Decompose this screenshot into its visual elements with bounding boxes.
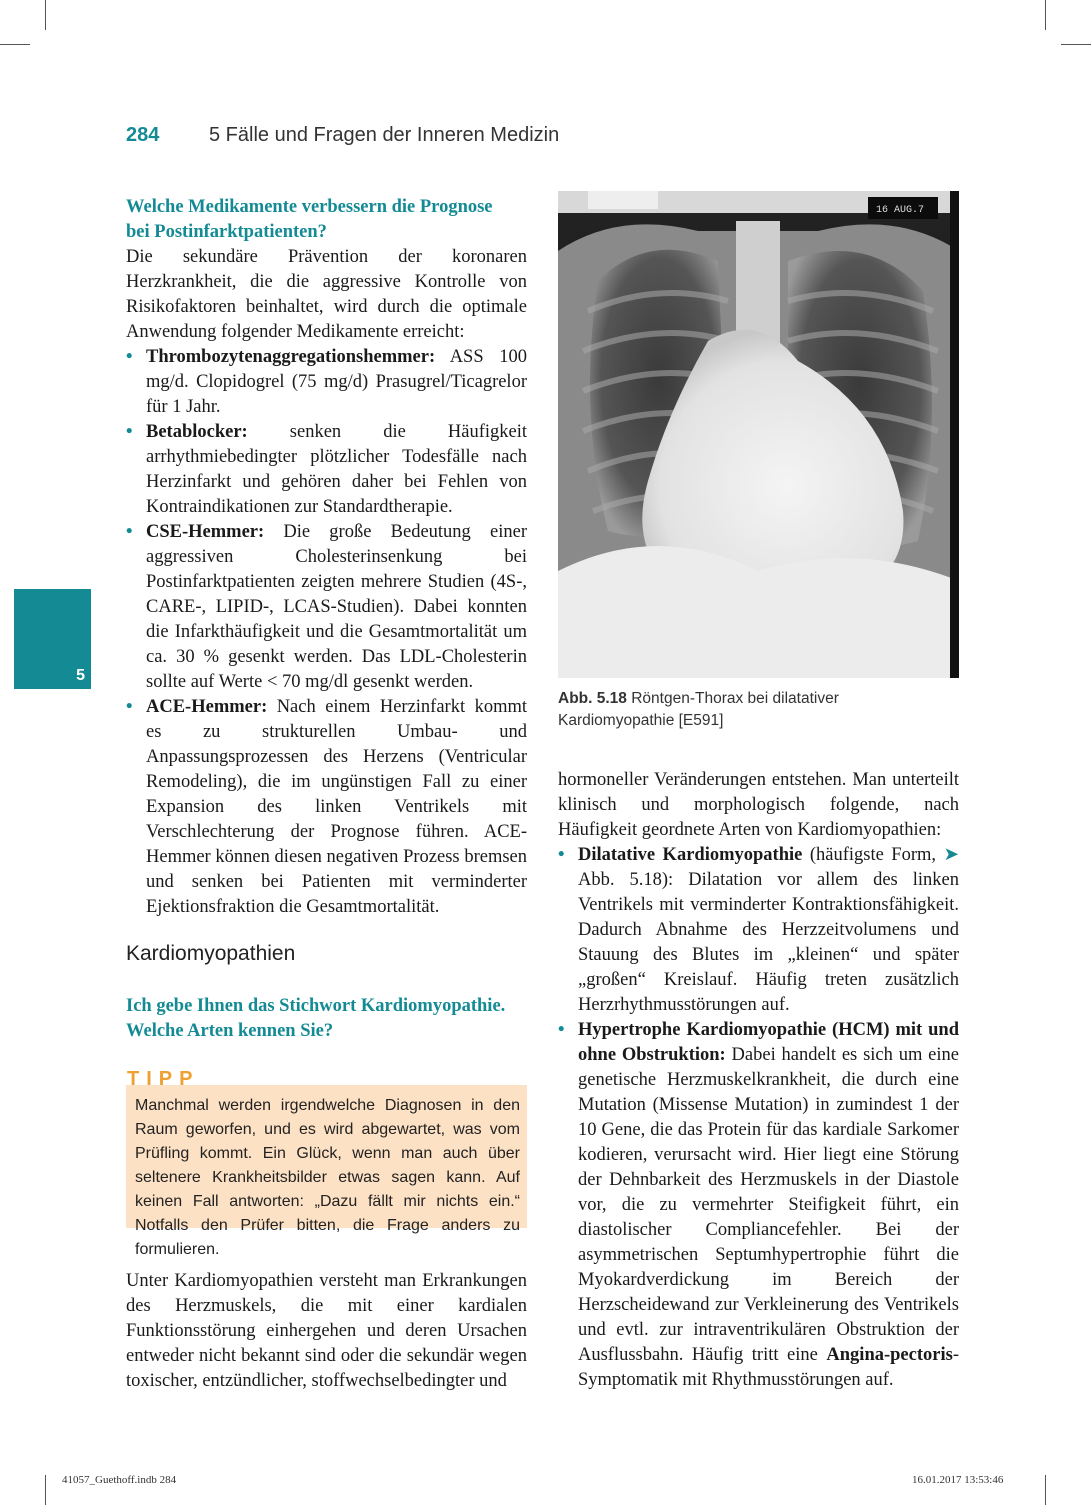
crop-mark [1061, 44, 1091, 45]
list-item: • Hypertrophe Kardiomyopathie (HCM) mit und ohne Obstruktion: Dabei handelt es sich um eine genetische Herzmuskelkrankheit, die durch eine Mutation (Missense Mutation) in zumindest 1 der 10 Gene, die das Protein für das kardiale Sarkomer kodieren, verursacht wird. Hier liegt eine Störung der Dehnbarkeit des Herzmuskels in der Diastole vor, die zu vermehrter Steifigkeit führt, ein diastolischer Compliancefehler. Bei der asymmetrischen Septumhypertrophie führt die Myokardverdickung im Bereich der Herzscheidewand zur Verkleinerung des Ventrikels und evtl. zur intraventrikulären Obstruktion der Ausflussbahn. Häufig tritt eine Angina-pectoris-Symptomatik mit Rhythmusstörungen auf. [558, 1020, 959, 1390]
reference-arrow-icon: ➤ [943, 845, 960, 865]
crop-mark [45, 1475, 46, 1505]
chapter-tab [14, 589, 91, 689]
outro-paragraph: Unter Kardiomyopathien versteht man Erkrankungen des Herzmuskels, die mit einer kardialen Funktionsstörung einhergehen und deren Ursachen entweder nicht bekannt sind oder die sekundär wegen toxischer, entzündlicher, stoffwechselbedingter und [126, 1271, 527, 1391]
right-intro-paragraph: hormoneller Veränderungen entstehen. Man unterteilt klinisch und morphologisch folgende, nach Häufigkeit geordnete Arten von Kardiomyopathien: [558, 770, 959, 840]
question-heading: Welche Medikamente verbessern die Prognose bei Postinfarktpatienten? [126, 197, 493, 242]
caption-text: Röntgen-Thorax bei dilatativer Kardiomyopathie [E591] [558, 690, 839, 729]
footer-file: 41057_Guethoff.indb 284 [62, 1474, 177, 1486]
list-item: • CSE-Hemmer: Die große Bedeutung einer aggressiven Cholesterinsenkung bei Postinfarktpatienten zeigten mehrere Studien (4S-, CARE-, LIPID-, LCAS-Studien). Dabei konnten die Infarkthäufigkeit und die Gesamtmortalität um ca. 30 % gesenkt werden. Das LDL-Cholesterin sollte auf Werte < 70 mg/dl gesenkt werden. [126, 522, 527, 692]
crop-mark [1045, 1475, 1046, 1505]
figure-caption [558, 688, 958, 732]
tip-text: Manchmal werden irgendwelche Diagnosen in den Raum geworfen, und es wird abgewartet, was vom Prüfling kommt. Ein Glück, wenn man auch über seltenere Krankheitsbilder etwas sagen kann. Auf keinen Fall antworten: „Dazu fällt mir nichts ein.“ Notfalls den Prüfer bitten, die Frage anders zu formulieren. [135, 1097, 520, 1258]
list-item: • Dilatative Kardiomyopathie (häufigste Form, ➤ Abb. 5.18): Dilatation vor allem des linken Ventrikels mit verminderter Kontraktionsfähigkeit. Dadurch Abnahme des Herzzeitvolumens und Stauung des Blutes im „kleinen“ und später „großen“ Kreislauf. Häufig treten zusätzlich Herzrhythmusstörungen auf. [558, 845, 960, 1015]
xray-label: 16 AUG.7 [876, 205, 925, 216]
list-item: • Thrombozytenaggregationshemmer: ASS 100 mg/d. Clopidogrel (75 mg/d) Prasugrel/Ticagrelor für 1 Jahr. [126, 347, 527, 417]
caption-label: Abb. 5.18 [558, 690, 627, 707]
footer-datetime: 16.01.2017 13:53:46 [912, 1474, 1004, 1486]
page-number: 284 [126, 124, 160, 146]
list-item: • ACE-Hemmer: Nach einem Herzinfarkt kommt es zu strukturellen Umbau- und Anpassungsprozessen des Herzens (Ventricular Remodeling), die im ungünstigen Fall zu einer Expansion des linken Ventrikels mit Verschlechterung der Prognose führen. ACE-Hemmer können diesen negativen Prozess bremsen und senken bei Patienten mit verminderter Ejektionsfraktion die Gesamtmortalität. [126, 697, 527, 917]
tip-label: TIPP [127, 1068, 200, 1090]
question-heading-2: Ich gebe Ihnen das Stichwort Kardiomyopathie. Welche Arten kennen Sie? [126, 996, 506, 1041]
chapter-title: 5 Fälle und Fragen der Inneren Medizin [209, 124, 560, 146]
left-column [126, 195, 527, 920]
crop-mark [45, 0, 46, 30]
xray-drawing [558, 191, 959, 678]
medication-list [126, 345, 527, 920]
list-item: • Betablocker: senken die Häufigkeit arrhythmiebedingter plötzlicher Todesfälle nach Herzinfarkt und gehören daher bei Fehlen von Kontraindikationen zur Standardtherapie. [126, 422, 527, 517]
crop-mark [1045, 0, 1046, 30]
intro-paragraph: Die sekundäre Prävention der koronaren Herzkrankheit, die die aggressive Kontrolle von Risikofaktoren beinhaltet, wird durch die optimale Anwendung folgender Medikamente erreicht: [126, 247, 527, 342]
chest-xray-image [558, 191, 959, 678]
crop-mark [0, 44, 30, 45]
chapter-tab-number: 5 [76, 667, 85, 684]
right-column [558, 768, 959, 1393]
section-title: Kardiomyopathien [126, 942, 296, 965]
cardiomyopathy-list [558, 843, 959, 1393]
